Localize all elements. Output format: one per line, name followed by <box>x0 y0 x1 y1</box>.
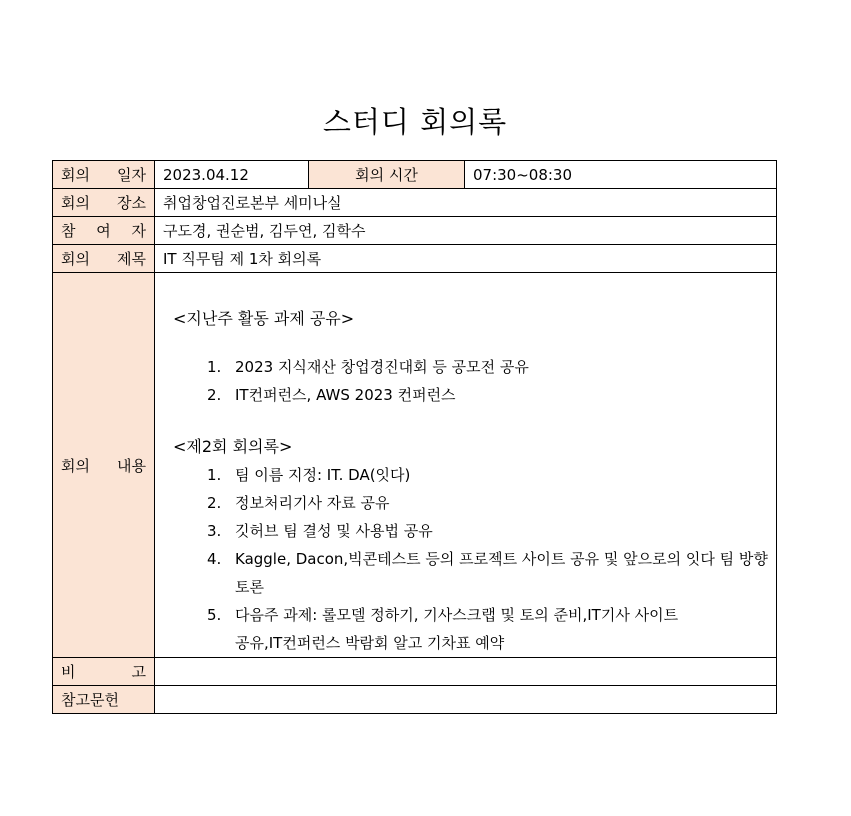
content-cell <box>155 273 777 658</box>
date-value: 2023.04.12 <box>155 161 309 189</box>
place-value: 취업창업진로본부 세미나실 <box>155 189 777 217</box>
content-row <box>53 273 777 658</box>
list-item: 2. IT컨퍼런스, AWS 2023 컨퍼런스 <box>207 386 456 404</box>
list-item: 1. 팀 이름 지정: IT. DA(잇다) <box>207 466 411 484</box>
date-label: 회의 일자 <box>53 161 155 189</box>
subject-value: IT 직무팀 제 1차 회의록 <box>155 245 777 273</box>
subject-label: 회의 제목 <box>53 245 155 273</box>
content-label: 회의 내용 <box>53 273 155 658</box>
section1-list <box>173 353 768 409</box>
time-label: 회의 시간 <box>309 161 465 189</box>
meeting-content <box>163 273 768 657</box>
place-row <box>53 189 777 217</box>
section2-list <box>173 461 768 657</box>
attendees-label: 참 여 자 <box>53 217 155 245</box>
date-row <box>53 161 777 189</box>
references-value <box>155 686 777 714</box>
references-label: 참고문헌 <box>53 686 155 714</box>
time-value: 07:30~08:30 <box>465 161 777 189</box>
minutes-table <box>52 160 777 714</box>
list-item: 1. 2023 지식재산 창업경진대회 등 공모전 공유 <box>207 358 529 376</box>
remarks-value <box>155 658 777 686</box>
attendees-value: 구도경, 권순범, 김두연, 김학수 <box>155 217 777 245</box>
section2-heading: <제2회 회의록> <box>173 437 293 456</box>
section1-heading: <지난주 활동 과제 공유> <box>173 309 355 328</box>
place-label: 회의 장소 <box>53 189 155 217</box>
list-item: 2. 정보처리기사 자료 공유 <box>207 494 390 512</box>
references-row <box>53 686 777 714</box>
subject-row <box>53 245 777 273</box>
attendees-row <box>53 217 777 245</box>
list-item: 3. 깃허브 팀 결성 및 사용법 공유 <box>207 522 433 540</box>
remarks-row <box>53 658 777 686</box>
remarks-label: 비 고 <box>53 658 155 686</box>
list-item: 4. Kaggle, Dacon,빅콘테스트 등의 프로젝트 사이트 공유 및 앞으로의 잇다 팀 방향 토론 <box>207 550 768 596</box>
list-item: 5. 다음주 과제: 롤모델 정하기, 기사스크랩 및 토의 준비,IT기사 사이트 공유,IT컨퍼런스 박람회 알고 기차표 예약 <box>207 606 679 652</box>
document-title: 스터디 회의록 <box>322 105 508 139</box>
